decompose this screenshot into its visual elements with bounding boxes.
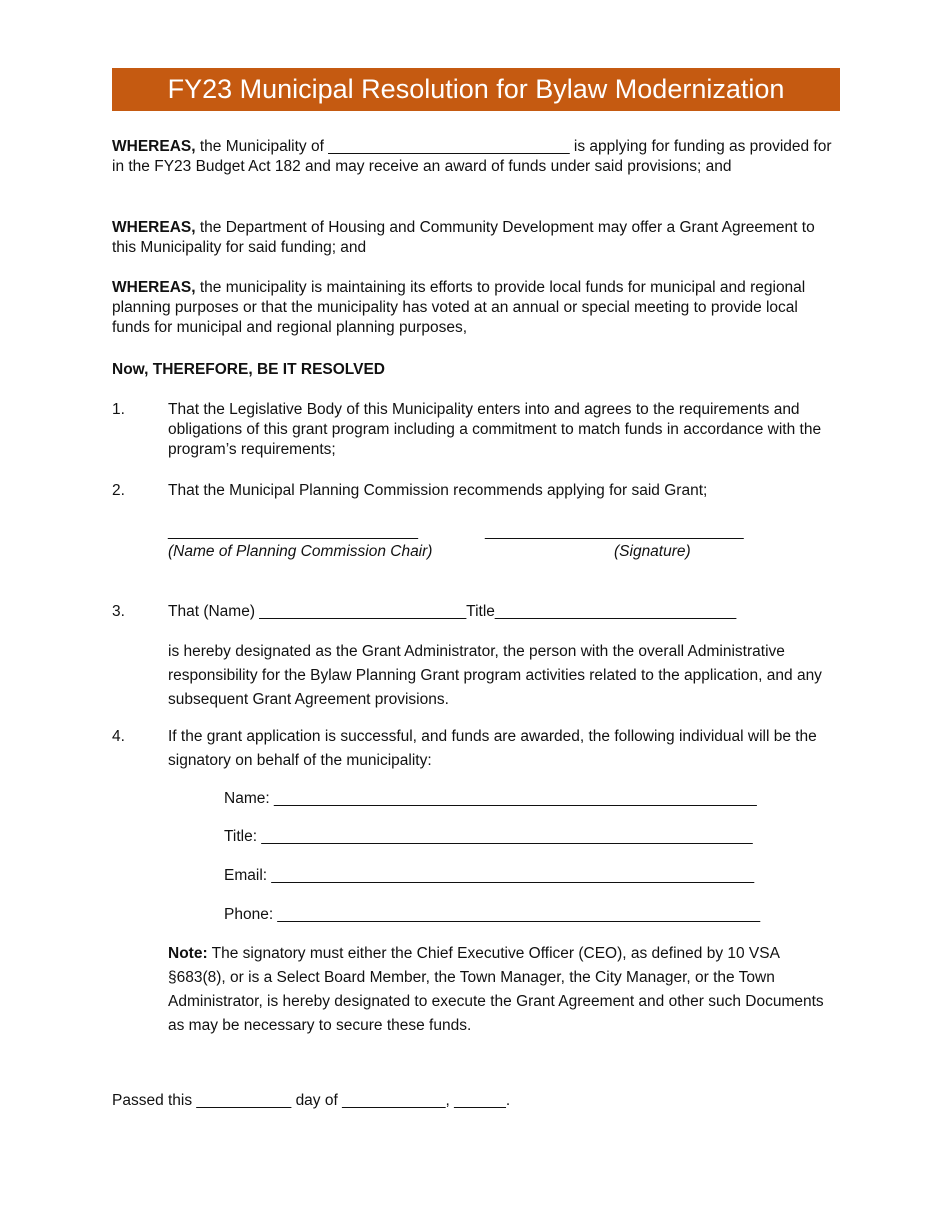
item-text: That the Municipal Planning Commission recommends applying for said Grant; (168, 482, 708, 499)
note-text: The signatory must either the Chief Executive Officer (CEO), as defined by 10 VSA §683(8), or is a Select Board Member, the Town Manager, the City Manager, or the Town Administrator, is hereby designated to execute the Grant Agreement and other such Documents as may be necessary to secure these funds. (168, 945, 824, 1034)
chair-name-line[interactable]: _____________________________ (168, 523, 418, 540)
administrator-name-title-line[interactable]: That (Name) ________________________Title____________________________ (168, 603, 737, 620)
signatory-note (168, 942, 840, 1038)
signatory-email-field[interactable]: Email: ________________________________________________________ (224, 867, 755, 884)
administrator-designation-text: is hereby designated as the Grant Administrator, the person with the overall Administrative responsibility for the Bylaw Planning Grant program activities related to the application, and any subsequent Grant Agreement provisions. (168, 643, 822, 708)
chair-name-label: (Name of Planning Commission Chair) (168, 543, 433, 560)
whereas-clause-1 (112, 137, 840, 177)
item-text: That the Legislative Body of this Municipality enters into and agrees to the requirements and obligations of this grant program including a commitment to match funds in accordance with the program’s requirements; (168, 401, 822, 458)
item-number: 1. (112, 401, 125, 418)
signatory-title-field[interactable]: Title: _________________________________________________________ (224, 828, 753, 845)
chair-signature-line[interactable]: ______________________________ (485, 523, 744, 540)
signatory-name-field[interactable]: Name: ________________________________________________________ (224, 790, 757, 807)
item-number: 4. (112, 728, 125, 745)
title-banner (112, 68, 840, 111)
note-lead: Note: (168, 945, 208, 962)
item-text: If the grant application is successful, and funds are awarded, the following individual will be the signatory on behalf of the municipality: (168, 728, 817, 769)
whereas-clause-3 (112, 278, 840, 338)
item-number: 2. (112, 482, 125, 499)
item-number: 3. (112, 603, 125, 620)
resolved-heading: Now, THEREFORE, BE IT RESOLVED (112, 361, 385, 378)
document-title: FY23 Municipal Resolution for Bylaw Modernization (167, 74, 785, 104)
whereas-lead: WHEREAS, (112, 219, 196, 236)
whereas-text: the municipality is maintaining its efforts to provide local funds for municipal and regional planning purposes or that the municipality has voted at an annual or special meeting to provide local funds for municipal and regional planning purposes, (112, 279, 806, 336)
whereas-clause-2 (112, 218, 840, 258)
passed-date-line[interactable]: Passed this ___________ day of ____________, ______. (112, 1092, 511, 1109)
chair-signature-label: (Signature) (614, 543, 691, 560)
whereas-text: the Department of Housing and Community Development may offer a Grant Agreement to this Municipality for said funding; and (112, 219, 815, 256)
whereas-lead: WHEREAS, (112, 279, 196, 296)
signatory-phone-field[interactable]: Phone: ________________________________________________________ (224, 906, 761, 923)
whereas-lead: WHEREAS, (112, 138, 196, 155)
whereas-text: the Municipality of ____________________________ is applying for funding as provided for in the FY23 Budget Act 182 and may receive an award of funds under said provisions; and (112, 138, 832, 175)
